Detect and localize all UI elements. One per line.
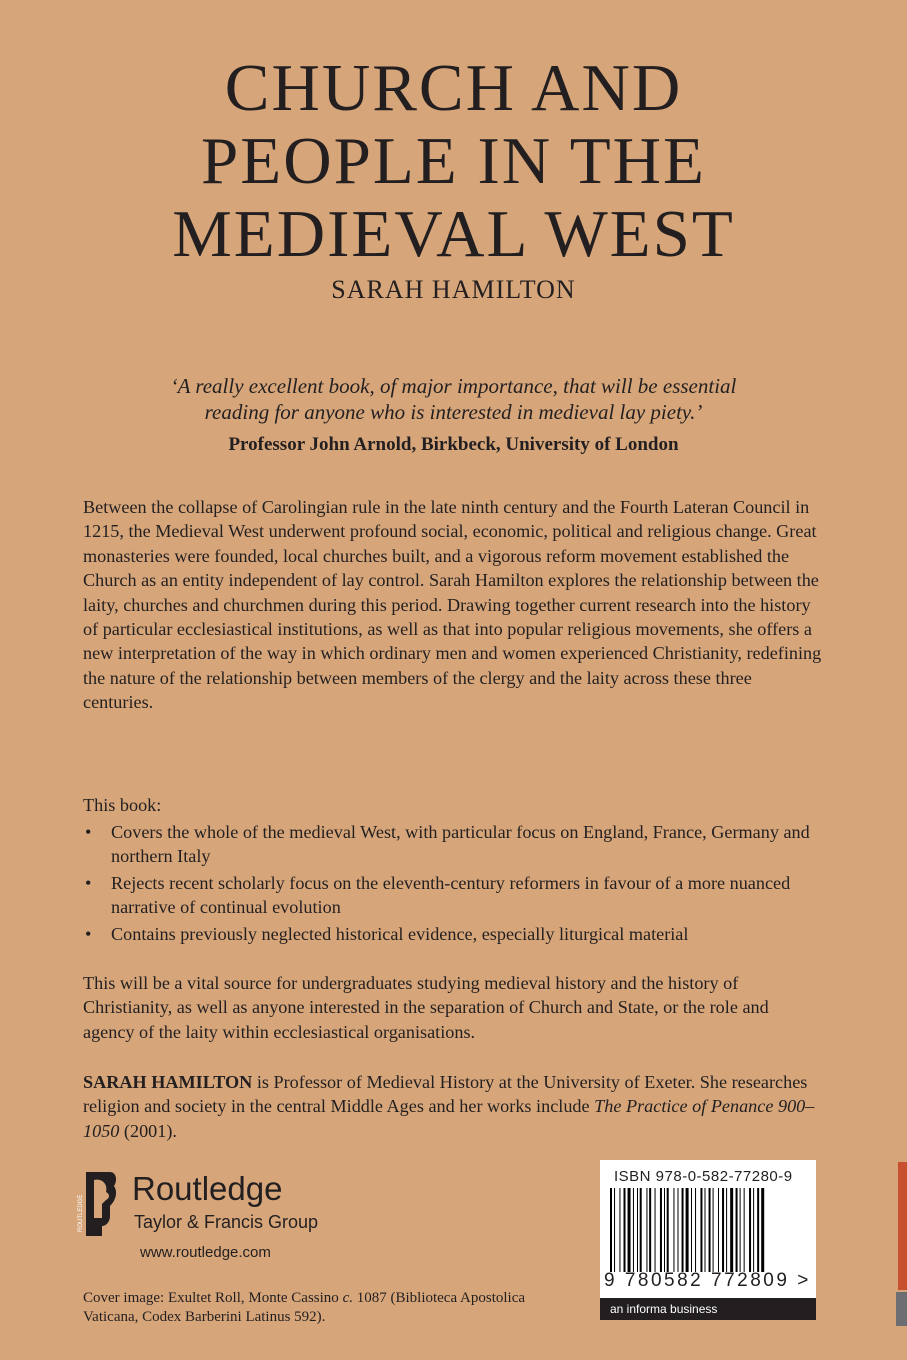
barcode-bar — [695, 1188, 696, 1272]
barcode-bar — [761, 1188, 764, 1272]
list-item: • Contains previously neglected historical evidence, especially liturgical material — [83, 922, 823, 946]
barcode-bar — [700, 1188, 702, 1272]
title-line: CHURCH AND — [224, 51, 683, 125]
barcode-bar — [664, 1188, 665, 1272]
features-list — [83, 820, 823, 948]
author-name: SARAH HAMILTON — [331, 275, 576, 304]
barcode — [600, 1160, 816, 1320]
features-intro: This book: — [83, 795, 162, 815]
barcode-bar — [705, 1188, 706, 1272]
isbn-label: ISBN 978-0-582-77280-9 — [614, 1168, 793, 1185]
barcode-bar — [678, 1188, 679, 1272]
title-line: MEDIEVAL WEST — [172, 197, 735, 271]
informa-tagline — [600, 1298, 816, 1320]
barcode-bar — [726, 1188, 727, 1272]
author-bio — [83, 1070, 823, 1143]
barcode-bars — [606, 1188, 810, 1272]
barcode-bar — [744, 1188, 745, 1272]
edge-gray-mark — [896, 1292, 907, 1326]
description-paragraph: Between the collapse of Carolingian rule in the late ninth century and the Fourth Lateran Council in 1215, the Medieval West underwent profound social, economic, political and religious change. Great monasteries were founded, local churches built, and a vigorous reform movement established the Church as an entity independent of lay control. Sarah Hamilton explores the relationship between the laity, churches and churchmen during this period. Drawing together current research into the history of particular ecclesiastical institutions, as well as that into popular religious movements, she offers a new interpretation of the way in which ordinary men and women experienced Christianity, redefining the nature of the relationship between members of the clergy and the laity across these three centuries. — [83, 497, 822, 713]
list-item: • Covers the whole of the medieval West, with particular focus on England, France, Germany and northern Italy — [83, 820, 823, 869]
quote-line: ‘A really excellent book, of major importance, that will be essential — [170, 374, 737, 398]
bio-text-end: (2001). — [119, 1120, 177, 1141]
publisher-name: Routledge — [132, 1170, 283, 1207]
publisher-url[interactable]: www.routledge.com — [140, 1244, 271, 1261]
cover-credit — [83, 1289, 563, 1327]
barcode-bar — [628, 1188, 631, 1272]
bio-work-title: The Practice of Penance 900–1050 — [83, 1096, 815, 1141]
barcode-bar — [624, 1188, 626, 1272]
book-title — [0, 52, 907, 271]
barcode-bar — [640, 1188, 642, 1272]
list-item: • Rejects recent scholarly focus on the eleventh-century reformers in favour of a more nuanced narrative of continual evolution — [83, 871, 823, 920]
barcode-bar — [610, 1188, 612, 1272]
publisher-logo — [80, 1168, 360, 1240]
barcode-bar — [713, 1188, 714, 1272]
publisher-group: Taylor & Francis Group — [134, 1212, 319, 1232]
barcode-bar — [736, 1188, 738, 1272]
barcode-number: 9 780582 772809 > — [604, 1270, 811, 1291]
barcode-bar — [718, 1188, 719, 1272]
barcode-bar — [740, 1188, 741, 1272]
barcode-bar — [646, 1188, 647, 1272]
title-line: PEOPLE IN THE — [201, 124, 706, 198]
barcode-bar — [655, 1188, 656, 1272]
quote-line: reading for anyone who is interested in medieval lay piety.’ — [204, 400, 703, 424]
credit-text: Cover image: Exultet Roll, Monte Cassino — [83, 1290, 343, 1306]
barcode-bar — [673, 1188, 674, 1272]
barcode-bar — [619, 1188, 620, 1272]
barcode-bar — [682, 1188, 684, 1272]
barcode-bar — [753, 1188, 754, 1272]
credit-circa: c. — [342, 1290, 353, 1306]
quote-source: Professor John Arnold, Birkbeck, University of London — [228, 434, 679, 455]
logo-wordmark: ROUTLEDGE — [78, 1194, 84, 1232]
barcode-bar — [667, 1188, 669, 1272]
endorsement-quote — [100, 373, 807, 425]
barcode-bar — [637, 1188, 638, 1272]
bio-text: is Professor of Medieval History at the University of Exeter. She researches religion and society in the central Middle Ages and her works include — [83, 1072, 808, 1117]
barcode-bar — [614, 1188, 615, 1272]
bio-name: SARAH HAMILTON — [83, 1072, 253, 1092]
edge-color-mark — [898, 1162, 907, 1290]
barcode-bar — [749, 1188, 751, 1272]
barcode-bar — [730, 1188, 733, 1272]
audience-paragraph: This will be a vital source for undergraduates studying medieval history and the history of Christianity, as well as anyone interested in the separation of Church and State, or the role and agency of the laity within ecclesiastical organisations. — [83, 973, 769, 1042]
barcode-bar — [709, 1188, 711, 1272]
informa-text: an informa business — [610, 1302, 718, 1316]
barcode-bar — [660, 1188, 662, 1272]
barcode-bar — [757, 1188, 759, 1272]
barcode-bar — [691, 1188, 692, 1272]
routledge-head-icon — [80, 1168, 120, 1240]
barcode-bar — [686, 1188, 689, 1272]
barcode-bar — [633, 1188, 634, 1272]
credit-text-end: 1087 (Biblioteca Apostolica Vaticana, Codex Barberini Latinus 592). — [83, 1290, 526, 1325]
barcode-bar — [649, 1188, 651, 1272]
barcode-bar — [722, 1188, 724, 1272]
